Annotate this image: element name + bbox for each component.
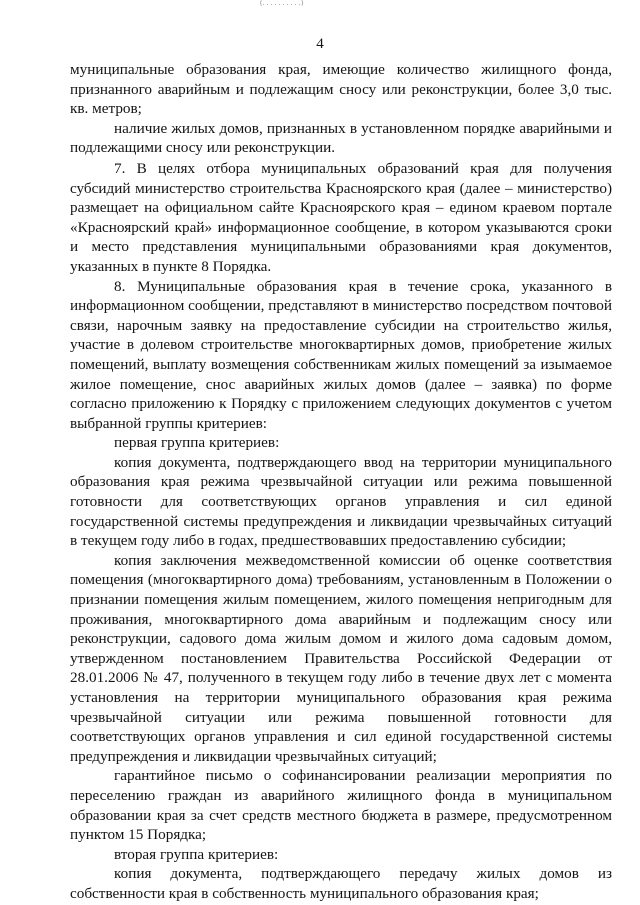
top-stamp: (. . . . . . . . . .) xyxy=(260,0,304,6)
paragraph-item-7: 7. В целях отбора муниципальных образований края для получения субсидий министерство строительства Красноярского края (далее – министерство) размещает на официальном сайте Красноярского края – едином краевом портале «Красноярский край» информационное сообщение, в котором указываются сроки и место представления муниципальными образованиями края документов, указанных в пункте 8 Порядка. xyxy=(70,159,612,275)
paragraph-commission-conclusion: копия заключения межведомственной комиссии об оценке соответствия помещения (многоквартирного дома) требованиям, установленным в Положении о признании помещения жилым помещением, жилого помещения непригодным для проживания, многоквартирного дома аварийным и подлежащим сносу или реконструкции, садового дома жилым домом и жилого дома садовым домом, утвержденном постановлением Правительства Российской Федерации от 28.01.2006 № 47, полученного в текущем году либо в течение двух лет с момента установления на территории муниципального образования края режима чрезвычайной ситуации или режима повышенной готовности для соответствующих органов управления и сил единой государственной системы предупреждения и ликвидации чрезвычайных ситуаций; xyxy=(70,551,612,765)
page-number: 4 xyxy=(316,36,324,52)
paragraph-first-group-heading: первая группа критериев: xyxy=(114,434,280,452)
paragraph-emergency-regime-document: копия документа, подтверждающего ввод на территории муниципального образования края режима чрезвычайной ситуации или режима повышенной готовности для соответствующих органов управления и сил единой государственной системы предупреждения и ликвидации чрезвычайных ситуаций в текущем году либо в годах, предшествовавших предоставлению субсидии; xyxy=(70,453,612,550)
paragraph-item-8: 8. Муниципальные образования края в течение срока, указанного в информационном сообщении, представляют в министерство посредством почтовой связи, нарочным заявку на предоставление субсидии на строительство жилья, участие в долевом строительстве многоквартирных домов, приобретение жилых помещений, выплату возмещения собственникам жилых помещений за изымаемое жилое помещение, снос аварийных жилых домов (далее – заявка) по форме согласно приложению к Порядку с приложением следующих документов с учетом выбранной группы критериев: xyxy=(70,277,612,432)
paragraph-criteria-housing-fund: муниципальные образования края, имеющие количество жилищного фонда, признанного аварийным и подлежащим сносу или реконструкции, более 3,0 тыс. кв. метров; xyxy=(70,61,612,118)
document-body xyxy=(70,60,612,904)
paragraph-transfer-document: копия документа, подтверждающего передачу жилых домов из собственности края в собственность муниципального образования края; xyxy=(70,865,612,902)
paragraph-second-group-heading: вторая группа критериев: xyxy=(114,845,279,863)
paragraph-criteria-emergency-houses: наличие жилых домов, признанных в установленном порядке аварийными и подлежащими сносу или реконструкции. xyxy=(70,119,612,157)
paragraph-guarantee-letter: гарантийное письмо о софинансировании реализации мероприятия по переселению граждан из аварийного жилищного фонда в муниципальном образовании края за счет средств местного бюджета в размере, предусмотренном пунктом 15 Порядка; xyxy=(70,767,612,844)
